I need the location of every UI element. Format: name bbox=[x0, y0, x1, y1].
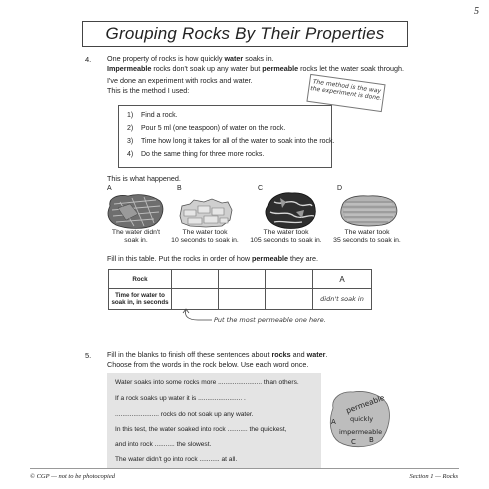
footer-section: Section 1 — Rocks bbox=[409, 473, 458, 480]
sentence-2[interactable]: If a rock soaks up water it is ........................ . bbox=[115, 395, 246, 402]
keyword-permeable: permeable bbox=[252, 254, 288, 263]
header-line: Time for water to bbox=[115, 291, 165, 299]
table-cell-time-4: didn't soak in bbox=[313, 289, 372, 310]
q4-happened: This is what happened. bbox=[107, 174, 181, 183]
q4-intro-text: rocks don't soak up any water but bbox=[151, 64, 263, 73]
method-step-4 bbox=[127, 151, 264, 158]
instruction-text: Fill in this table. Put the rocks in order of how bbox=[107, 254, 253, 263]
header-line: soak in, in seconds bbox=[111, 299, 169, 306]
table-cell-rock-3[interactable] bbox=[266, 270, 313, 289]
table-cell-rock-4: A bbox=[313, 270, 372, 289]
word-b: B bbox=[369, 436, 374, 444]
footer-divider bbox=[30, 468, 459, 469]
word-impermeable: impermeable bbox=[339, 428, 383, 436]
footer-copyright: © CGP — not to be photocopied bbox=[30, 473, 115, 480]
q5-text: and bbox=[290, 350, 307, 359]
sentence-6[interactable]: The water didn't go into rock ........... at all. bbox=[115, 456, 238, 463]
q4-keyword-impermeable: Impermeable bbox=[107, 64, 152, 73]
rock-c-image bbox=[262, 190, 318, 230]
sentence-5[interactable]: and into rock ........... the slowest. bbox=[115, 441, 212, 448]
table-cell-time-3[interactable] bbox=[266, 289, 313, 310]
caption-line: 105 seconds to soak in. bbox=[250, 237, 322, 244]
arrow-note: Put the most permeable one here. bbox=[214, 316, 326, 324]
method-step-2 bbox=[127, 125, 285, 132]
word-rock bbox=[325, 388, 393, 450]
rock-d-image bbox=[338, 192, 400, 228]
page-number: 5 bbox=[474, 6, 479, 17]
q5-text: . bbox=[325, 350, 328, 359]
table-header-time bbox=[109, 289, 172, 310]
caption-line: 10 seconds to soak in. bbox=[171, 237, 239, 244]
method-step-3 bbox=[127, 138, 335, 145]
step-number: 2) bbox=[127, 125, 134, 132]
method-step-1 bbox=[127, 112, 178, 119]
title-box bbox=[82, 21, 408, 47]
table-row-time bbox=[109, 289, 372, 310]
rock-b-caption bbox=[170, 229, 240, 245]
step-number: 4) bbox=[127, 151, 134, 158]
word-a: A bbox=[331, 418, 336, 426]
q4-intro-line2 bbox=[107, 64, 404, 74]
method-note: The method is the way the experiment is done. bbox=[306, 74, 385, 112]
caption-line: The water took bbox=[263, 229, 309, 236]
table-cell-rock-2[interactable] bbox=[219, 270, 266, 289]
q4-keyword-permeable: permeable bbox=[262, 64, 299, 73]
sentences-box bbox=[107, 373, 321, 468]
question-5-number: 5. bbox=[85, 351, 92, 360]
rock-b-letter: B bbox=[177, 185, 182, 192]
step-number: 3) bbox=[127, 138, 134, 145]
q5-intro-line1 bbox=[107, 350, 327, 360]
step-text: Pour 5 ml (one teaspoon) of water on the rock. bbox=[141, 125, 286, 132]
rock-c-caption bbox=[248, 229, 324, 245]
table-header-rock: Rock bbox=[109, 270, 172, 289]
q4-intro-text: rocks let the water soak through. bbox=[298, 64, 405, 73]
word-quickly: quickly bbox=[350, 415, 374, 423]
table-cell-rock-1[interactable] bbox=[172, 270, 219, 289]
step-text: Do the same thing for three more rocks. bbox=[141, 151, 265, 158]
caption-line: The water took bbox=[182, 229, 228, 236]
step-text: Find a rock. bbox=[141, 112, 178, 119]
step-text: Time how long it takes for all of the water to soak into the rock. bbox=[141, 138, 335, 145]
sentence-1[interactable]: Water soaks into some rocks more ........................ than others. bbox=[115, 379, 299, 386]
rock-order-table bbox=[108, 269, 372, 310]
rock-a-image bbox=[104, 192, 166, 230]
q4-intro-line3: I've done an experiment with rocks and water. bbox=[107, 76, 253, 85]
q5-keyword-rocks: rocks bbox=[271, 350, 291, 359]
rock-d-letter: D bbox=[337, 185, 343, 192]
rock-a-letter: A bbox=[107, 185, 112, 192]
rock-b-image bbox=[176, 196, 234, 228]
table-row-rock bbox=[109, 270, 372, 289]
q4-intro-line1 bbox=[107, 54, 274, 64]
q4-intro-text: One property of rocks is how quickly bbox=[107, 54, 225, 63]
word-permeable: permeable bbox=[344, 393, 386, 416]
q4-keyword-water: water bbox=[224, 54, 244, 63]
q4-intro-line4: This is the method I used: bbox=[107, 86, 190, 95]
sentence-4[interactable]: In this test, the water soaked into rock ........... the quickest, bbox=[115, 426, 287, 433]
instruction-text: they are. bbox=[287, 254, 318, 263]
table-cell-time-2[interactable] bbox=[219, 289, 266, 310]
rock-d-caption bbox=[330, 229, 404, 245]
word-c: C bbox=[351, 438, 356, 446]
caption-line: 35 seconds to soak in. bbox=[333, 237, 401, 244]
caption-line: The water didn't bbox=[111, 229, 161, 236]
caption-line: soak in. bbox=[124, 237, 148, 244]
question-4-number: 4. bbox=[85, 55, 92, 64]
q5-text: Fill in the blanks to finish off these sentences about bbox=[107, 350, 272, 359]
rock-c-letter: C bbox=[258, 185, 264, 192]
q4-intro-text: soaks in. bbox=[243, 54, 274, 63]
sentence-3[interactable]: ........................ rocks do not soak up any water. bbox=[115, 411, 254, 418]
step-number: 1) bbox=[127, 112, 134, 119]
q5-keyword-water: water bbox=[306, 350, 326, 359]
method-box bbox=[118, 105, 335, 168]
arrow-icon bbox=[180, 308, 214, 324]
q4-table-instruction bbox=[107, 254, 318, 264]
rock-a-caption bbox=[104, 229, 168, 245]
page-title: Grouping Rocks By Their Properties bbox=[105, 24, 385, 43]
caption-line: The water took bbox=[344, 229, 390, 236]
q5-intro-line2: Choose from the words in the rock below. Use each word once. bbox=[107, 360, 309, 369]
table-cell-time-1[interactable] bbox=[172, 289, 219, 310]
